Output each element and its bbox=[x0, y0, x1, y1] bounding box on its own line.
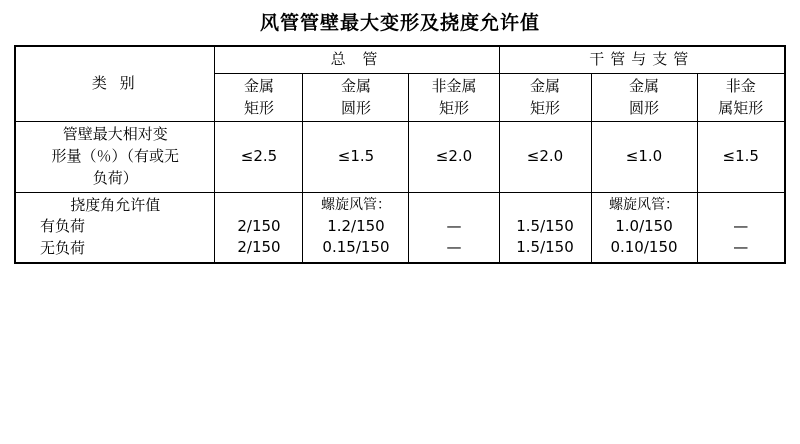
header-group-main: 总 管 bbox=[215, 46, 499, 73]
header-sub-line: 属矩形 bbox=[718, 98, 764, 117]
cell-deflection-loaded-5: — bbox=[733, 216, 749, 235]
header-category-label: 类 别 bbox=[15, 46, 215, 122]
cell-deflection-loaded-2: — bbox=[446, 216, 462, 235]
header-sub-line: 金属 bbox=[529, 76, 560, 95]
header-sub-line: 金属 bbox=[340, 76, 371, 95]
header-sub-line: 圆形 bbox=[628, 98, 659, 117]
row-label-line: 负荷） bbox=[92, 168, 138, 187]
spiral-note-main: 螺旋风管： bbox=[320, 197, 391, 214]
cell-deflection-unloaded-1: 0.15/150 bbox=[322, 238, 390, 257]
header-sub-line: 金属 bbox=[628, 76, 659, 95]
header-sub-line: 矩形 bbox=[529, 98, 560, 117]
cell-deflection-col-1 bbox=[303, 192, 409, 263]
header-sub-nonmetal-rect-branch bbox=[697, 73, 785, 122]
header-sub-line: 圆形 bbox=[340, 98, 371, 117]
row-label-deflection bbox=[15, 192, 215, 263]
page-title: 风管管壁最大变形及挠度允许值 bbox=[259, 12, 540, 34]
cell-deformation-4: ≤1.0 bbox=[591, 122, 697, 192]
cell-deflection-col-3 bbox=[499, 192, 591, 263]
cell-deflection-loaded-4: 1.0/150 bbox=[615, 216, 673, 235]
row-label-line: 管壁最大相对变 bbox=[62, 125, 168, 144]
cell-deformation-0: ≤2.5 bbox=[215, 122, 303, 192]
header-sub-metal-round-branch bbox=[591, 73, 697, 122]
header-sub-metal-rect-branch bbox=[499, 73, 591, 122]
cell-deflection-col-2 bbox=[409, 192, 499, 263]
cell-deflection-unloaded-4: 0.10/150 bbox=[610, 238, 678, 257]
cell-deformation-5: ≤1.5 bbox=[697, 122, 785, 192]
header-sub-line: 矩形 bbox=[438, 98, 469, 117]
cell-deformation-1: ≤1.5 bbox=[303, 122, 409, 192]
cell-deflection-unloaded-5: — bbox=[733, 238, 749, 257]
row-label-line: 形量（％）（有或无 bbox=[51, 147, 179, 165]
cell-deflection-col-5 bbox=[697, 192, 785, 263]
cell-deflection-col-0 bbox=[215, 192, 303, 263]
header-sub-nonmetal-rect-main bbox=[409, 73, 499, 122]
cell-deflection-loaded-1: 1.2/150 bbox=[327, 216, 385, 235]
cell-deflection-col-4 bbox=[591, 192, 697, 263]
header-sub-line: 金属 bbox=[243, 76, 274, 95]
spec-table bbox=[14, 45, 786, 264]
table-row-deformation bbox=[15, 122, 785, 192]
cell-deflection-unloaded-2: — bbox=[446, 238, 462, 257]
header-sub-line: 非金属 bbox=[431, 76, 477, 95]
row-label-line-unloaded: 无负荷 bbox=[39, 239, 85, 257]
cell-deflection-unloaded-3: 1.5/150 bbox=[516, 238, 574, 257]
row-label-deformation bbox=[15, 122, 215, 192]
header-sub-metal-rect-main bbox=[215, 73, 303, 122]
cell-deformation-3: ≤2.0 bbox=[499, 122, 591, 192]
cell-deflection-loaded-0: 2/150 bbox=[237, 216, 281, 235]
table-row-deflection bbox=[15, 192, 785, 263]
header-sub-line: 非金 bbox=[725, 76, 756, 95]
cell-deflection-unloaded-0: 2/150 bbox=[237, 238, 281, 257]
header-sub-metal-round-main bbox=[303, 73, 409, 122]
row-label-line-loaded: 有负荷 bbox=[39, 217, 85, 236]
spiral-note-branch: 螺旋风管： bbox=[609, 197, 679, 214]
header-group-branch: 干管与支管 bbox=[499, 46, 785, 73]
cell-deformation-2: ≤2.0 bbox=[409, 122, 499, 192]
row-label-line: 挠度角允许值 bbox=[70, 195, 161, 214]
cell-deflection-loaded-3: 1.5/150 bbox=[516, 216, 574, 235]
table-header-groups bbox=[15, 46, 785, 73]
header-sub-line: 矩形 bbox=[243, 98, 274, 117]
